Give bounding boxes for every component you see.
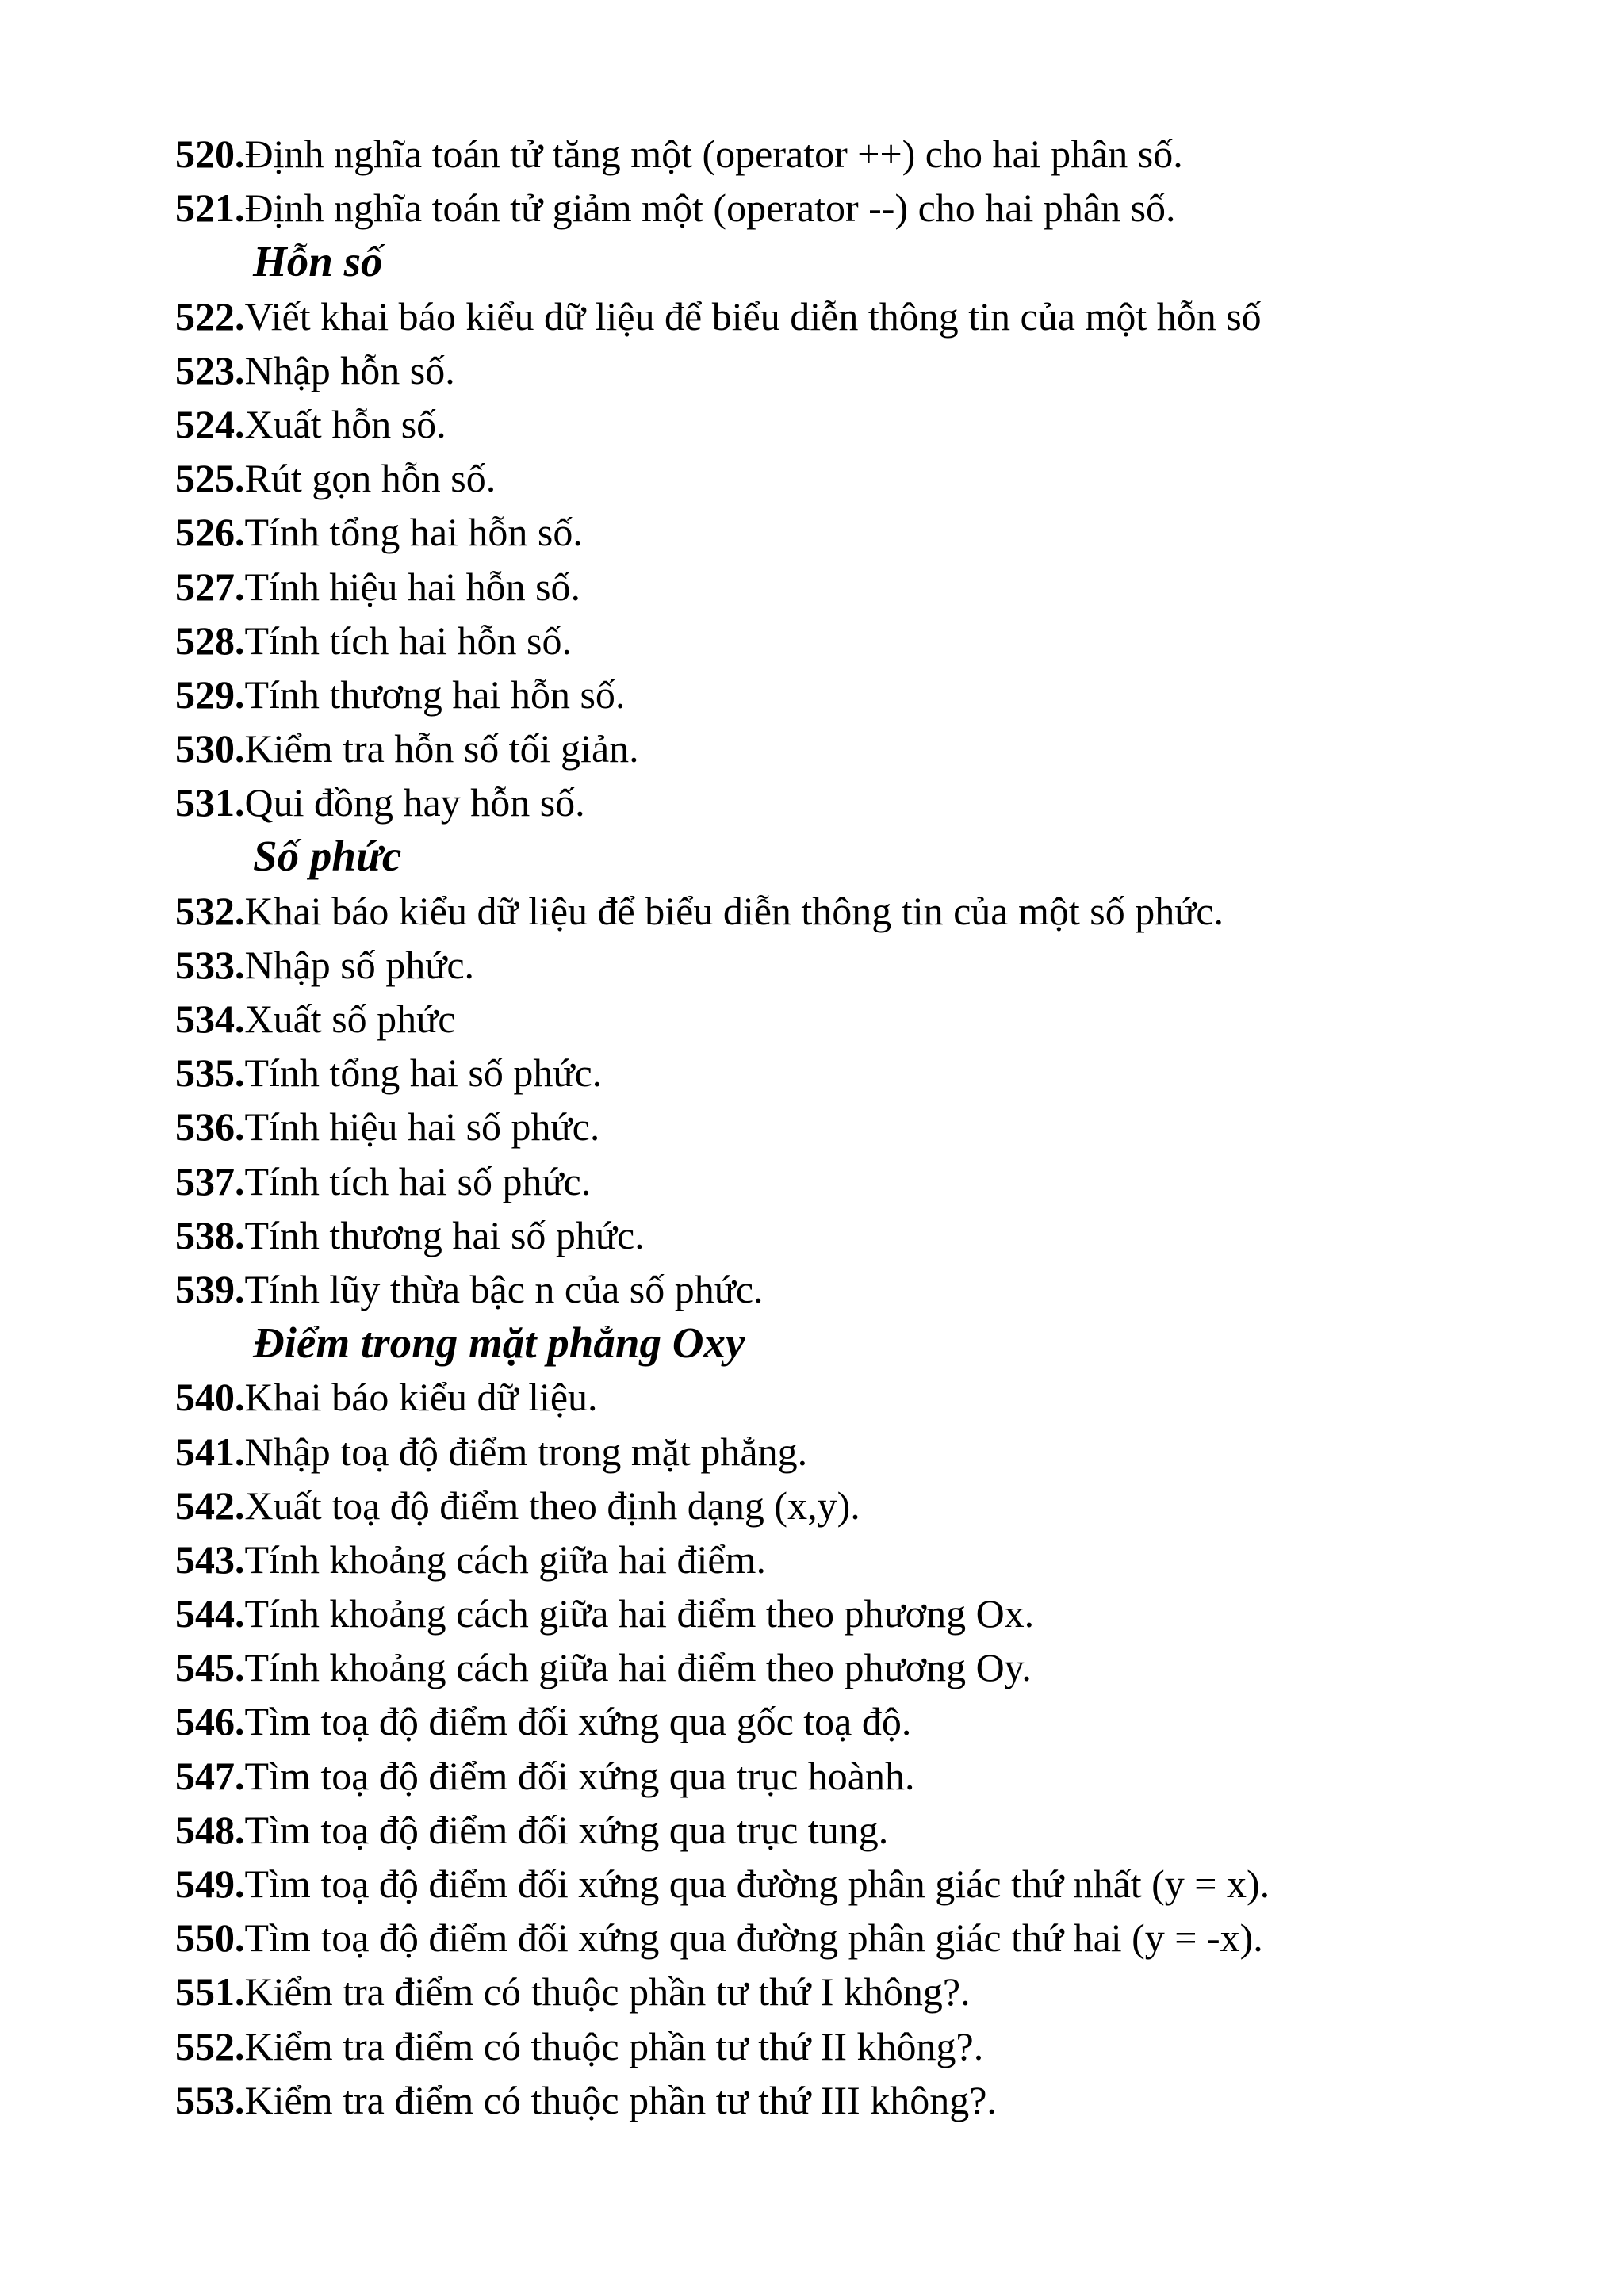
exercise-number: 542. [175,1483,245,1528]
exercise-number: 541. [175,1429,245,1474]
exercise-item [175,1208,1571,1262]
exercise-text: Nhập số phức. [244,942,475,987]
exercise-text: Xuất số phức [244,997,456,1041]
exercise-text: Tính khoảng cách giữa hai điểm theo phương Ox. [244,1591,1035,1636]
section-heading: Điểm trong mặt phẳng Oxy [253,1318,745,1368]
exercise-number: 527. [175,564,245,609]
exercise-number: 548. [175,1807,245,1852]
exercise-item [175,2073,1571,2127]
exercise-number: 522. [175,293,245,339]
exercise-number: 520. [175,132,245,176]
exercise-text: Tính khoảng cách giữa hai điểm theo phương Oy. [244,1645,1032,1690]
section-heading: Hỗn số [253,237,383,286]
exercise-text: Kiểm tra điểm có thuộc phần tư thứ II không?. [244,2023,984,2068]
exercise-item [175,1370,1571,1424]
exercise-item [175,289,1571,343]
exercise-text: Kiểm tra điểm có thuộc phần tư thứ I không?. [244,1969,971,2015]
exercise-text: Rút gọn hỗn số. [244,456,496,501]
exercise-number: 543. [175,1536,245,1582]
exercise-number: 544. [175,1591,245,1636]
exercise-number: 536. [175,1104,245,1150]
exercise-text: Tính lũy thừa bậc n của số phức. [244,1266,764,1311]
exercise-item [175,505,1571,559]
exercise-number: 546. [175,1699,245,1744]
exercise-text: Tính hiệu hai số phức. [244,1104,600,1150]
exercise-text: Nhập hỗn số. [244,347,455,392]
exercise-text: Nhập toạ độ điểm trong mặt phẳng. [244,1429,808,1474]
exercise-item [175,992,1571,1046]
exercise-item [175,1857,1571,1911]
exercise-number: 540. [175,1375,245,1420]
exercise-item [175,1154,1571,1208]
exercise-item [175,560,1571,614]
exercise-item [175,1803,1571,1857]
exercise-number: 550. [175,1915,245,1961]
exercise-item [175,1694,1571,1748]
exercise-number: 533. [175,942,245,987]
exercise-text: Tính tổng hai hỗn số. [244,510,583,555]
exercise-text: Tính hiệu hai hỗn số. [244,564,581,609]
exercise-item [175,884,1571,938]
exercise-item [175,775,1571,829]
exercise-text: Tính thương hai hỗn số. [244,672,626,717]
exercise-item [175,721,1571,775]
exercise-item [175,1100,1571,1154]
exercise-text: Tìm toạ độ điểm đối xứng qua đường phân giác thứ nhất (y = x). [244,1862,1270,1906]
exercise-text: Tính tích hai hỗn số. [244,618,572,663]
exercise-text: Tìm toạ độ điểm đối xứng qua trục tung. [244,1807,889,1852]
exercise-item [175,1425,1571,1479]
exercise-text: Tính thương hai số phức. [244,1212,645,1257]
exercise-item [175,614,1571,668]
exercise-number: 532. [175,888,245,933]
exercise-number: 551. [175,1969,245,2015]
exercise-text: Tính tổng hai số phức. [244,1050,603,1096]
exercise-number: 531. [175,780,245,825]
exercise-list [175,127,1571,2127]
exercise-text: Tính khoảng cách giữa hai điểm. [244,1536,766,1582]
exercise-number: 553. [175,2077,245,2122]
exercise-item [175,181,1571,235]
exercise-item [175,1911,1571,1965]
exercise-item [175,1262,1571,1316]
exercise-number: 521. [175,186,245,231]
exercise-item [175,397,1571,451]
exercise-number: 538. [175,1212,245,1257]
exercise-item [175,1479,1571,1533]
exercise-item [175,2019,1571,2073]
section-heading: Số phức [253,832,402,881]
exercise-number: 526. [175,510,245,555]
exercise-text: Kiểm tra điểm có thuộc phần tư thứ III không?. [244,2077,997,2122]
exercise-text: Tìm toạ độ điểm đối xứng qua gốc toạ độ. [244,1699,912,1744]
exercise-number: 537. [175,1158,245,1203]
exercise-text: Định nghĩa toán tử tăng một (operator ++) cho hai phân số. [244,132,1183,176]
exercise-number: 545. [175,1645,245,1690]
exercise-text: Khai báo kiểu dữ liệu để biểu diễn thông tin của một số phức. [244,888,1224,933]
exercise-text: Qui đồng hay hỗn số. [244,780,585,825]
exercise-number: 539. [175,1266,245,1311]
exercise-text: Tìm toạ độ điểm đối xứng qua trục hoành. [244,1753,915,1798]
exercise-number: 547. [175,1753,245,1798]
exercise-number: 523. [175,347,245,392]
exercise-item [175,1586,1571,1640]
exercise-number: 524. [175,401,245,446]
exercise-number: 534. [175,997,245,1041]
exercise-text: Khai báo kiểu dữ liệu. [244,1375,598,1420]
exercise-number: 525. [175,456,245,501]
exercise-item [175,343,1571,397]
exercise-text: Viết khai báo kiểu dữ liệu để biểu diễn thông tin của một hỗn số [244,293,1262,339]
exercise-text: Xuất hỗn số. [244,401,446,446]
exercise-item [175,1533,1571,1586]
exercise-text: Xuất toạ độ điểm theo định dạng (x,y). [244,1483,860,1528]
exercise-item [175,1046,1571,1100]
exercise-item [175,938,1571,992]
exercise-text: Tính tích hai số phức. [244,1158,592,1203]
exercise-item [175,1749,1571,1803]
exercise-text: Tìm toạ độ điểm đối xứng qua đường phân giác thứ hai (y = -x). [244,1915,1263,1961]
exercise-item [175,451,1571,505]
exercise-item [175,668,1571,721]
exercise-number: 528. [175,618,245,663]
exercise-number: 535. [175,1050,245,1096]
exercise-item [175,127,1571,181]
exercise-item [175,1965,1571,2019]
exercise-item [175,1640,1571,1694]
exercise-text: Định nghĩa toán tử giảm một (operator --) cho hai phân số. [244,186,1176,231]
exercise-number: 530. [175,726,245,771]
exercise-number: 552. [175,2023,245,2068]
exercise-number: 529. [175,672,245,717]
exercise-number: 549. [175,1862,245,1906]
exercise-text: Kiểm tra hỗn số tối giản. [244,726,639,771]
